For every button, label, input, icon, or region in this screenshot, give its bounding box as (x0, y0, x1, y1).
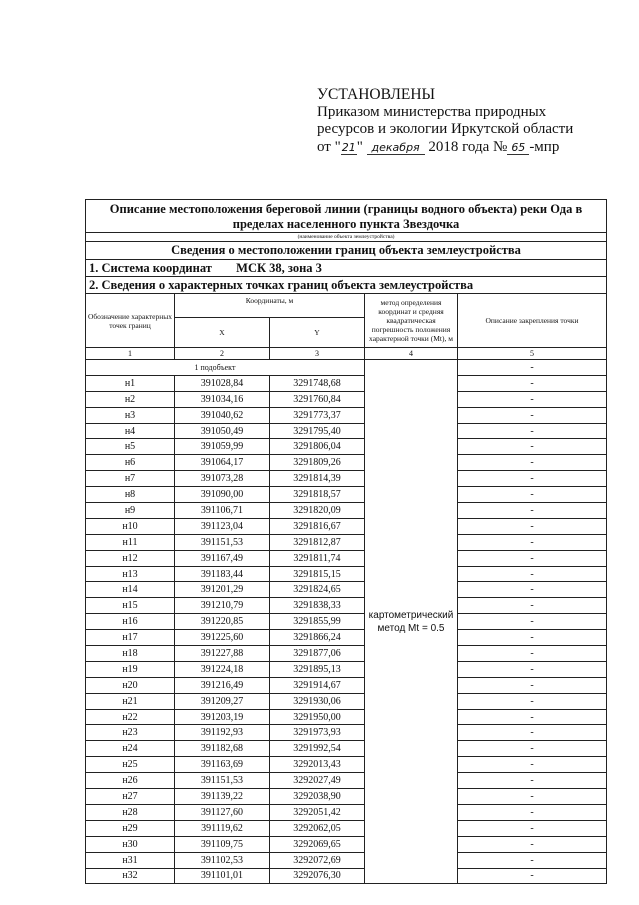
column-number: 2 (175, 348, 270, 360)
x-cell: 391139,22 (175, 789, 270, 805)
point-cell: н30 (86, 836, 175, 852)
description-cell: - (458, 503, 607, 519)
x-cell: 391183,44 (175, 566, 270, 582)
handwritten-number: 65 (507, 141, 529, 155)
y-cell: 3292076,30 (270, 868, 365, 884)
description-cell: - (458, 534, 607, 550)
y-cell: 3291816,67 (270, 518, 365, 534)
x-cell: 391050,49 (175, 423, 270, 439)
y-cell: 3291992,54 (270, 741, 365, 757)
description-cell: - (458, 439, 607, 455)
description-cell: - (458, 582, 607, 598)
y-cell: 3291855,99 (270, 614, 365, 630)
point-cell: н19 (86, 661, 175, 677)
x-cell: 391102,53 (175, 852, 270, 868)
description-cell: - (458, 471, 607, 487)
y-cell: 3291815,15 (270, 566, 365, 582)
point-cell: н24 (86, 741, 175, 757)
point-cell: н12 (86, 550, 175, 566)
handwritten-day: 21 (341, 140, 356, 154)
coord-system-label: 1. Система координат (89, 260, 212, 275)
y-cell: 3292038,90 (270, 789, 365, 805)
table-row (86, 868, 607, 884)
x-cell: 391123,04 (175, 518, 270, 534)
point-cell: н32 (86, 868, 175, 884)
y-cell: 3292062,05 (270, 820, 365, 836)
subobject-spacer (86, 360, 175, 376)
table-row (86, 487, 607, 503)
coord-system-row (86, 260, 607, 277)
description-cell: - (458, 598, 607, 614)
column-number: 5 (458, 348, 607, 360)
table-row (86, 804, 607, 820)
y-cell: 3291950,00 (270, 709, 365, 725)
table-row (86, 630, 607, 646)
x-cell: 391151,53 (175, 773, 270, 789)
description-cell: - (458, 391, 607, 407)
x-cell: 391059,99 (175, 439, 270, 455)
table-row (86, 614, 607, 630)
x-cell: 391225,60 (175, 630, 270, 646)
table-row (86, 566, 607, 582)
date-quote: " (356, 138, 363, 155)
y-cell: 3291818,57 (270, 487, 365, 503)
table-row (86, 646, 607, 662)
y-cell: 3291973,93 (270, 725, 365, 741)
point-cell: н13 (86, 566, 175, 582)
approval-date-line (317, 139, 617, 157)
header-x: X (175, 318, 270, 348)
table-row (86, 407, 607, 423)
point-cell: н29 (86, 820, 175, 836)
description-cell: - (458, 407, 607, 423)
approval-heading: УСТАНОВЛЕНЫ (317, 86, 436, 103)
point-cell: н27 (86, 789, 175, 805)
y-cell: 3291809,26 (270, 455, 365, 471)
point-cell: н28 (86, 804, 175, 820)
description-cell: - (458, 836, 607, 852)
table-row (86, 725, 607, 741)
y-cell: 3291914,67 (270, 677, 365, 693)
y-cell: 3291773,37 (270, 407, 365, 423)
point-cell: н25 (86, 757, 175, 773)
y-cell: 3291838,33 (270, 598, 365, 614)
y-cell: 3291811,74 (270, 550, 365, 566)
point-cell: н9 (86, 503, 175, 519)
description-cell: - (458, 677, 607, 693)
table-row (86, 455, 607, 471)
x-cell: 391090,00 (175, 487, 270, 503)
x-cell: 391163,69 (175, 757, 270, 773)
x-cell: 391040,62 (175, 407, 270, 423)
table-row (86, 661, 607, 677)
y-cell: 3292027,49 (270, 773, 365, 789)
x-cell: 391101,01 (175, 868, 270, 884)
point-cell: н10 (86, 518, 175, 534)
y-cell: 3291866,24 (270, 630, 365, 646)
table-row (86, 709, 607, 725)
header-point: Обозначение характерных точек границ (86, 294, 175, 348)
y-cell: 3292051,42 (270, 804, 365, 820)
x-cell: 391028,84 (175, 375, 270, 391)
table-row (86, 757, 607, 773)
point-cell: н31 (86, 852, 175, 868)
x-cell: 391210,79 (175, 598, 270, 614)
table-row (86, 582, 607, 598)
header-description: Описание закрепления точки (458, 294, 607, 348)
table-row (86, 741, 607, 757)
description-cell: - (458, 375, 607, 391)
table-row (86, 820, 607, 836)
x-cell: 391034,16 (175, 391, 270, 407)
description-cell: - (458, 518, 607, 534)
x-cell: 391227,88 (175, 646, 270, 662)
description-cell: - (458, 741, 607, 757)
x-cell: 391109,75 (175, 836, 270, 852)
y-cell: 3291824,65 (270, 582, 365, 598)
point-cell: н6 (86, 455, 175, 471)
point-cell: н22 (86, 709, 175, 725)
description-cell: - (458, 423, 607, 439)
column-number: 3 (270, 348, 365, 360)
point-cell: н14 (86, 582, 175, 598)
y-cell: 3291820,09 (270, 503, 365, 519)
table-row (86, 471, 607, 487)
approval-line-2: ресурсов и экологии Иркутской области (317, 121, 574, 137)
section-heading: Сведения о местоположении границ объекта землеустройства (86, 242, 607, 260)
description-cell: - (458, 646, 607, 662)
point-cell: н20 (86, 677, 175, 693)
point-cell: н17 (86, 630, 175, 646)
approval-line-1: Приказом министерства природных (317, 103, 547, 120)
y-cell: 3291895,13 (270, 661, 365, 677)
y-cell: 3291760,84 (270, 391, 365, 407)
description-cell: - (458, 789, 607, 805)
description-cell: - (458, 487, 607, 503)
point-cell: н8 (86, 487, 175, 503)
table-row (86, 677, 607, 693)
y-cell: 3291814,39 (270, 471, 365, 487)
boundary-table (85, 199, 607, 884)
x-cell: 391073,28 (175, 471, 270, 487)
x-cell: 391220,85 (175, 614, 270, 630)
point-cell: н5 (86, 439, 175, 455)
subobject-desc: - (458, 360, 607, 376)
table-row (86, 439, 607, 455)
approval-block (317, 86, 617, 156)
y-cell: 3291748,68 (270, 375, 365, 391)
x-cell: 391064,17 (175, 455, 270, 471)
point-cell: н3 (86, 407, 175, 423)
description-cell: - (458, 614, 607, 630)
description-cell: - (458, 693, 607, 709)
table-row (86, 423, 607, 439)
description-cell: - (458, 630, 607, 646)
y-cell: 3291812,87 (270, 534, 365, 550)
point-cell: н18 (86, 646, 175, 662)
x-cell: 391203,19 (175, 709, 270, 725)
table-row (86, 693, 607, 709)
header-coords: Координаты, м (175, 294, 365, 318)
point-cell: н4 (86, 423, 175, 439)
point-cell: н26 (86, 773, 175, 789)
date-prefix: от " (317, 138, 341, 155)
x-cell: 391224,18 (175, 661, 270, 677)
table-row (86, 789, 607, 805)
points-heading: 2. Сведения о характерных точках границ объекта землеустройства (86, 277, 607, 294)
table-row (86, 836, 607, 852)
y-cell: 3292069,65 (270, 836, 365, 852)
description-cell: - (458, 820, 607, 836)
x-cell: 391119,62 (175, 820, 270, 836)
y-cell: 3292013,43 (270, 757, 365, 773)
table-row (86, 375, 607, 391)
y-cell: 3291795,40 (270, 423, 365, 439)
table-row (86, 852, 607, 868)
x-cell: 391192,93 (175, 725, 270, 741)
table-row (86, 503, 607, 519)
date-year: 2018 года № (428, 138, 508, 155)
table-row (86, 534, 607, 550)
header-y: Y (270, 318, 365, 348)
point-cell: н16 (86, 614, 175, 630)
description-cell: - (458, 725, 607, 741)
boundary-description-form (85, 199, 606, 884)
x-cell: 391167,49 (175, 550, 270, 566)
y-cell: 3291877,06 (270, 646, 365, 662)
point-cell: н11 (86, 534, 175, 550)
description-cell: - (458, 709, 607, 725)
x-cell: 391209,27 (175, 693, 270, 709)
point-cell: н1 (86, 375, 175, 391)
x-cell: 391182,68 (175, 741, 270, 757)
column-number: 4 (365, 348, 458, 360)
coord-system-value: МСК 38, зона 3 (236, 260, 322, 275)
column-number: 1 (86, 348, 175, 360)
subobject-label: 1 подобъект (175, 360, 365, 376)
description-cell: - (458, 566, 607, 582)
description-cell: - (458, 550, 607, 566)
point-cell: н2 (86, 391, 175, 407)
table-row (86, 518, 607, 534)
x-cell: 391127,60 (175, 804, 270, 820)
description-cell: - (458, 661, 607, 677)
table-row (86, 773, 607, 789)
description-cell: - (458, 773, 607, 789)
point-cell: н15 (86, 598, 175, 614)
description-cell: - (458, 455, 607, 471)
x-cell: 391216,49 (175, 677, 270, 693)
x-cell: 391151,53 (175, 534, 270, 550)
order-suffix: -мпр (529, 138, 560, 155)
document-title: Описание местоположения береговой линии (границы водного объекта) реки Ода в пределах населенного пункта Звездочка (86, 200, 607, 233)
description-cell: - (458, 804, 607, 820)
handwritten-month: декабря (367, 141, 425, 155)
table-row (86, 550, 607, 566)
description-cell: - (458, 868, 607, 884)
x-cell: 391201,29 (175, 582, 270, 598)
x-cell: 391106,71 (175, 503, 270, 519)
point-cell: н7 (86, 471, 175, 487)
y-cell: 3291930,06 (270, 693, 365, 709)
table-row (86, 391, 607, 407)
point-cell: н23 (86, 725, 175, 741)
table-row (86, 598, 607, 614)
header-method: метод определения координат и средняя квадратическая погрешность положения характерной точки (Mt), м (365, 294, 458, 348)
object-caption: (наименование объекта землеустройства) (86, 233, 607, 242)
point-cell: н21 (86, 693, 175, 709)
description-cell: - (458, 757, 607, 773)
y-cell: 3292072,69 (270, 852, 365, 868)
y-cell: 3291806,04 (270, 439, 365, 455)
method-cell: картометрический метод Mt = 0.5 (365, 360, 458, 884)
description-cell: - (458, 852, 607, 868)
